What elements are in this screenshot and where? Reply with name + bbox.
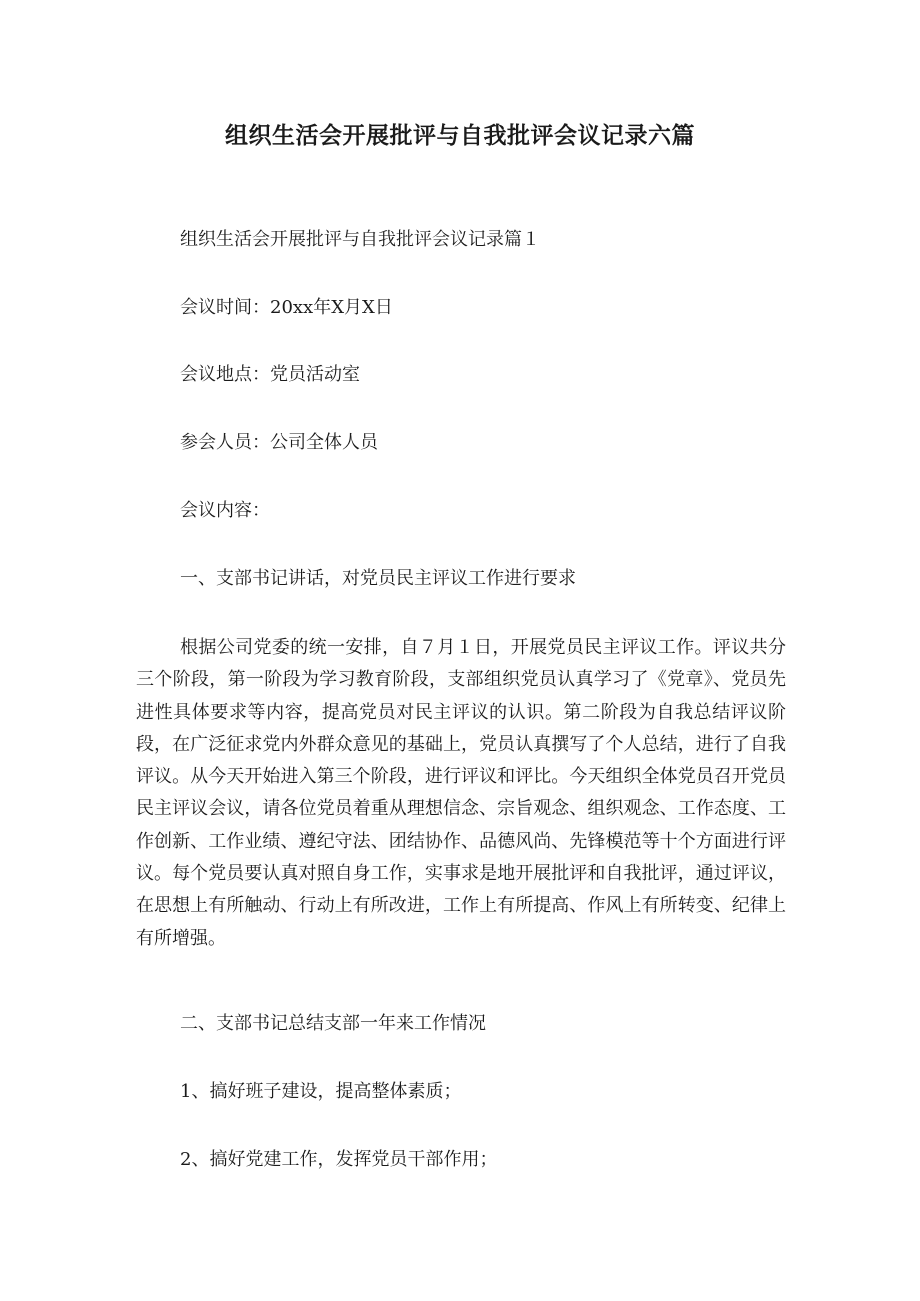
item-one-heading: 一、支部书记讲话，对党员民主评议工作进行要求 (180, 568, 576, 589)
meeting-content-label: 会议内容： (180, 500, 270, 521)
meeting-place: 会议地点：党员活动室 (180, 364, 360, 385)
meeting-attendees: 参会人员：公司全体人员 (180, 432, 378, 453)
item-two-point-one: 1、搞好班子建设，提高整体素质； (180, 1081, 462, 1102)
meeting-time: 会议时间：20xx年X月X日 (180, 297, 393, 318)
document-title: 组织生活会开展批评与自我批评会议记录六篇 (225, 123, 695, 149)
item-two-point-two: 2、搞好党建工作，发挥党员干部作用； (180, 1149, 498, 1170)
item-two-heading: 二、支部书记总结支部一年来工作情况 (180, 1013, 486, 1034)
item-one-body: 根据公司党委的统一安排，自７月１日，开展党员民主评议工作。评议共分三个阶段，第一阶段为学习教育阶段，支部组织党员认真学习了《党章》、党员先进性具体要求等内容，提高党员对民主评议的认识。第二阶段为自我总结评议阶段，在广泛征求党内外群众意见的基础上，党员认真撰写了个人总结，进行了自我评议。从今天开始进入第三个阶段，进行评议和评比。今天组织全体党员召开党员民主评议会议，请各位党员着重从理想信念、宗旨观念、组织观念、工作态度、工作创新、工作业绩、遵纪守法、团结协作、品德风尚、先锋模范等十个方面进行评议。每个党员要认真对照自身工作，实事求是地开展批评和自我批评，通过评议，在思想上有所触动、行动上有所改进，工作上有所提高、作风上有所转变、纪律上有所增强。 (136, 637, 786, 949)
section-heading: 组织生活会开展批评与自我批评会议记录篇１ (180, 229, 540, 250)
